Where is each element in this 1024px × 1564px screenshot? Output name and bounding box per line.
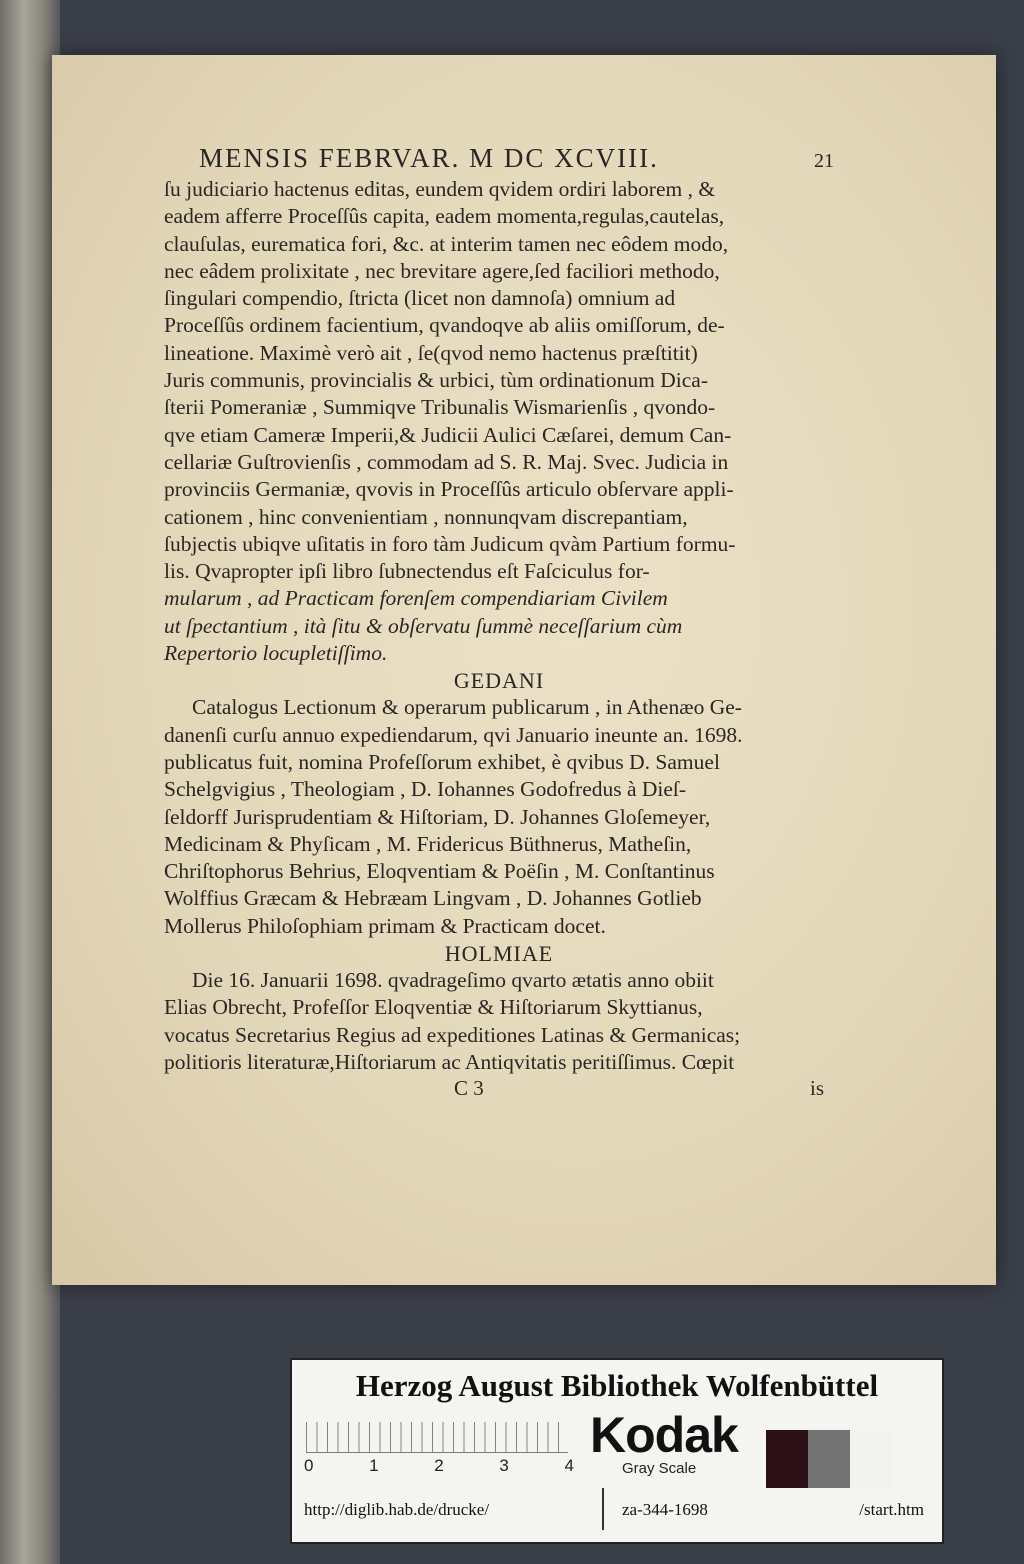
text-line: Wolffius Græcam & Hebræam Lingvam , D. Johannes Gotlieb: [164, 886, 702, 911]
swatch-mid: [808, 1430, 850, 1488]
card-divider: [602, 1488, 604, 1530]
text-line: lineatione. Maximè verò ait , ſe(qvod nemo hactenus præſtitit): [164, 340, 698, 365]
text-line: Elias Obrecht, Profeſſor Eloqventiæ & Hiſtoriarum Skyttianus,: [164, 995, 703, 1020]
page-number: 21: [814, 150, 834, 172]
text-line: ſingulari compendio, ſtricta (licet non damnoſa) omnium ad: [164, 286, 676, 311]
ruler-number: 2: [434, 1456, 444, 1475]
text-line: Mollerus Philoſophiam primam & Practicam docet.: [164, 913, 606, 938]
running-head: [164, 143, 834, 174]
text-line: ut ſpectantium , ità ſitu & obſervatu ſummè neceſſarium cùm: [164, 613, 683, 638]
holmiae-paragraph: [164, 967, 834, 1076]
page-header-title: MENSIS FEBRVAR. M DC XCVIII.: [199, 143, 659, 173]
ruler-number: 3: [499, 1456, 509, 1475]
text-line: cellariæ Guſtrovienſis , commodam ad S. R. Maj. Svec. Judicia in: [164, 449, 729, 474]
book-page: [52, 55, 996, 1285]
text-line: politioris literaturæ,Hiſtoriarum ac Antiqvitatis peritiſſimus. Cœpit: [164, 1049, 735, 1074]
text-line: ſu judiciario hactenus editas, eundem qvidem ordiri laborem , &: [164, 177, 716, 201]
text-line: ſterii Pomeraniæ , Summiqve Tribunalis Wismarienſis , qvondo-: [164, 395, 716, 420]
page-content: [164, 143, 834, 1100]
text-line: ſeldorff Jurisprudentiam & Hiſtoriam, D. Johannes Gloſemeyer,: [164, 804, 711, 829]
text-line: Repertorio locupletiſſimo.: [164, 641, 388, 666]
text-line: Chriſtophorus Behrius, Eloqventiam & Poëſin , M. Conſtantinus: [164, 859, 715, 884]
shelfmark: za-344-1698: [622, 1500, 708, 1519]
text-line: ſubjectis ubiqve uſitatis in foro tàm Judicum qvàm Partium formu-: [164, 531, 736, 556]
section-heading-gedani: GEDANI: [453, 668, 545, 694]
text-line: Schelgvigius , Theologiam , D. Iohannes Godofredus à Dieſ-: [164, 777, 687, 802]
catchword: is: [809, 1076, 824, 1101]
url-right: /start.htm: [859, 1500, 924, 1519]
intro-paragraph: [164, 176, 834, 667]
text-line: publicatus fuit, nomina Profeſſorum exhibet, è qvibus D. Samuel: [164, 749, 720, 774]
text-line: Catalogus Lectionum & operarum publicarum , in Athenæo Ge-: [192, 695, 742, 720]
text-line: mularum , ad Practicam forenſem compendiariam Civilem: [164, 586, 668, 611]
text-line: Die 16. Januarii 1698. qvadrageſimo qvarto ætatis anno obiit: [192, 968, 714, 993]
section-heading-holmiae: HOLMIAE: [444, 941, 554, 967]
swatch-light: [850, 1430, 892, 1488]
text-line: qve etiam Cameræ Imperii,& Judicii Aulici Cæſarei, demum Can-: [164, 422, 732, 447]
text-line: cationem , hinc convenientiam , nonnunqvam discrepantiam,: [164, 504, 688, 529]
ruler-number: 4: [564, 1456, 574, 1475]
signature-mark: C 3: [454, 1076, 484, 1101]
text-line: Medicinam & Phyſicam , M. Fridericus Büthnerus, Matheſin,: [164, 831, 692, 856]
text-line: Proceſſûs ordinem facientium, qvandoqve ab aliis omiſſorum, de-: [164, 313, 725, 338]
text-line: nec eâdem prolixitate , nec brevitare agere,ſed faciliori methodo,: [164, 258, 720, 283]
library-title: Herzog August Bibliothek Wolfenbüttel: [355, 1368, 879, 1403]
text-line: lis. Qvapropter ipſi libro ſubnectendus eſt Faſciculus for-: [164, 559, 650, 584]
text-line: clauſulas, eurematica fori, &c. at interim tamen nec eôdem modo,: [164, 231, 729, 256]
ruler-number: 1: [369, 1456, 379, 1475]
gray-scale-label: Gray Scale: [622, 1460, 697, 1477]
gray-scale-swatches: [766, 1430, 892, 1488]
text-line: eadem afferre Proceſſûs capita, eadem momenta,regulas,cautelas,: [164, 204, 725, 229]
book-binding: [0, 0, 60, 1564]
scale-ruler: [306, 1422, 568, 1453]
text-line: Juris communis, provincialis & urbici, tùm ordinationum Dica-: [164, 368, 708, 393]
catalog-card: [290, 1358, 944, 1544]
text-line: danenſi curſu annuo expediendarum, qvi Januario ineunte an. 1698.: [164, 722, 743, 747]
gedani-paragraph: [164, 694, 834, 940]
ruler-numbers: [304, 1456, 574, 1476]
url-left: http://diglib.hab.de/drucke/: [304, 1500, 490, 1519]
ruler-number: 0: [304, 1456, 314, 1475]
text-line: provinciis Germaniæ, qvovis in Proceſſûs articulo obſervare appli-: [164, 477, 734, 502]
swatch-dark: [766, 1430, 808, 1488]
kodak-logo: Kodak: [590, 1407, 738, 1463]
text-line: vocatus Secretarius Regius ad expeditiones Latinas & Germanicas;: [164, 1022, 741, 1047]
signature-line: [164, 1076, 834, 1100]
